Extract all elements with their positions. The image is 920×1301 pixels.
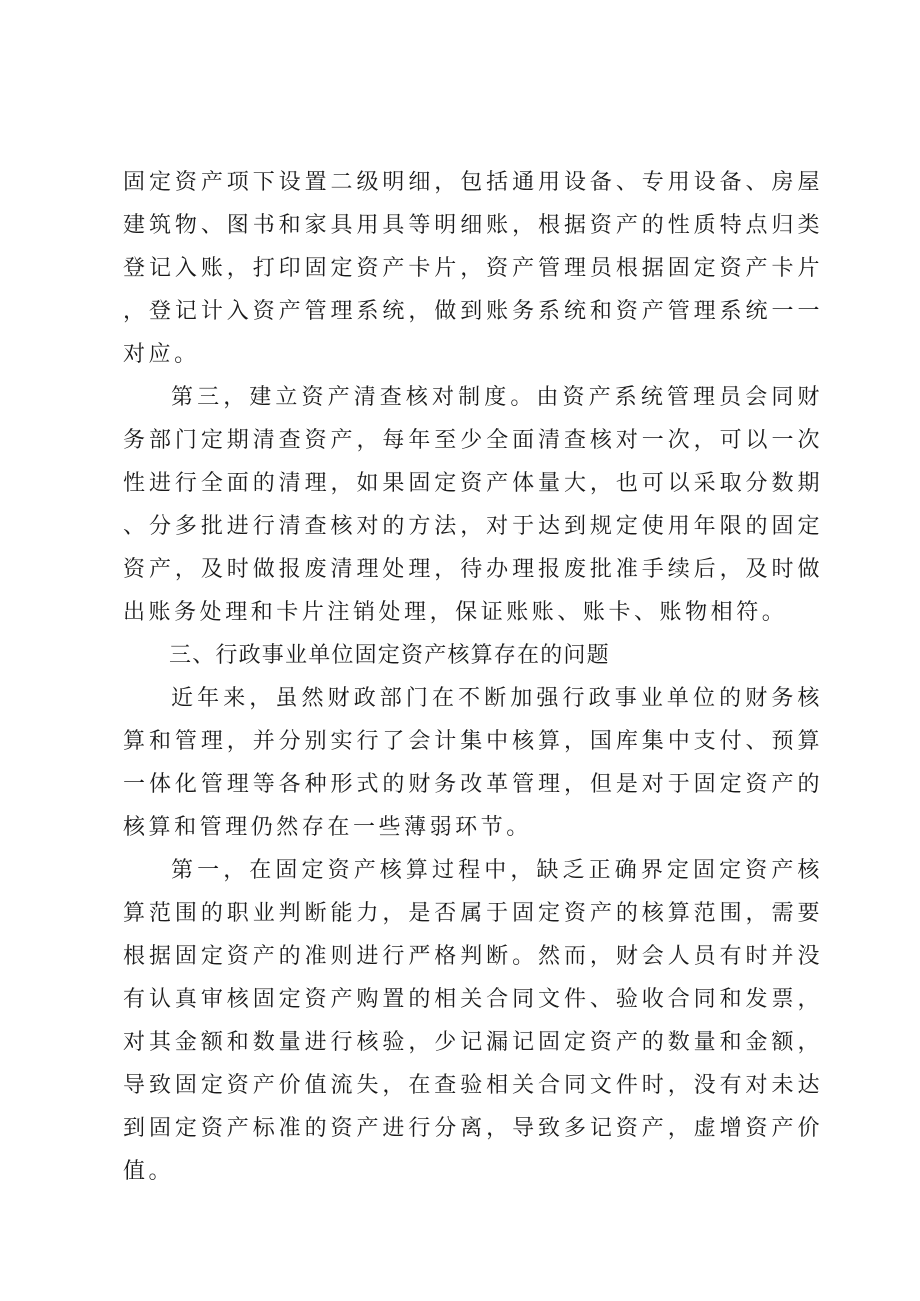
paragraph-asset-ledger: 固定资产项下设置二级明细，包括通用设备、专用设备、房屋建筑物、图书和家具用具等明细账，根据资产的性质特点归类登记入账，打印固定资产卡片，资产管理员根据固定资产卡片，登记计入资产管理系统，做到账务系统和资产管理系统一一对应。	[123, 170, 823, 367]
paragraph-asset-check-system: 第三，建立资产清查核对制度。由资产系统管理员会同财务部门定期清查资产，每年至少全面清查核对一次，可以一次性进行全面的清理，如果固定资产体量大，也可以采取分数期、分多批进行清查核对的方法，对于达到规定使用年限的固定资产，及时做报废清理处理，待办理报废批准手续后，及时做出账务处理和卡片注销处理，保证账账、账卡、账物相符。	[123, 385, 823, 625]
paragraph-recent-years: 近年来，虽然财政部门在不断加强行政事业单位的财务核算和管理，并分别实行了会计集中核算，国库集中支付、预算一体化管理等各种形式的财务改革管理，但是对于固定资产的核算和管理仍然存在一些薄弱环节。	[123, 686, 823, 840]
paragraph-first-issue: 第一，在固定资产核算过程中，缺乏正确界定固定资产核算范围的职业判断能力，是否属于固定资产的核算范围，需要根据固定资产的准则进行严格判断。然而，财会人员有时并没有认真审核固定资产购置的相关合同文件、验收合同和发票，对其金额和数量进行核验，少记漏记固定资产的数量和金额，导致固定资产价值流失，在查验相关合同文件时，没有对未达到固定资产标准的资产进行分离，导致多记资产，虚增资产价值。	[123, 858, 823, 1184]
document-body	[123, 161, 823, 1193]
section-heading: 三、行政事业单位固定资产核算存在的问题	[169, 643, 610, 668]
